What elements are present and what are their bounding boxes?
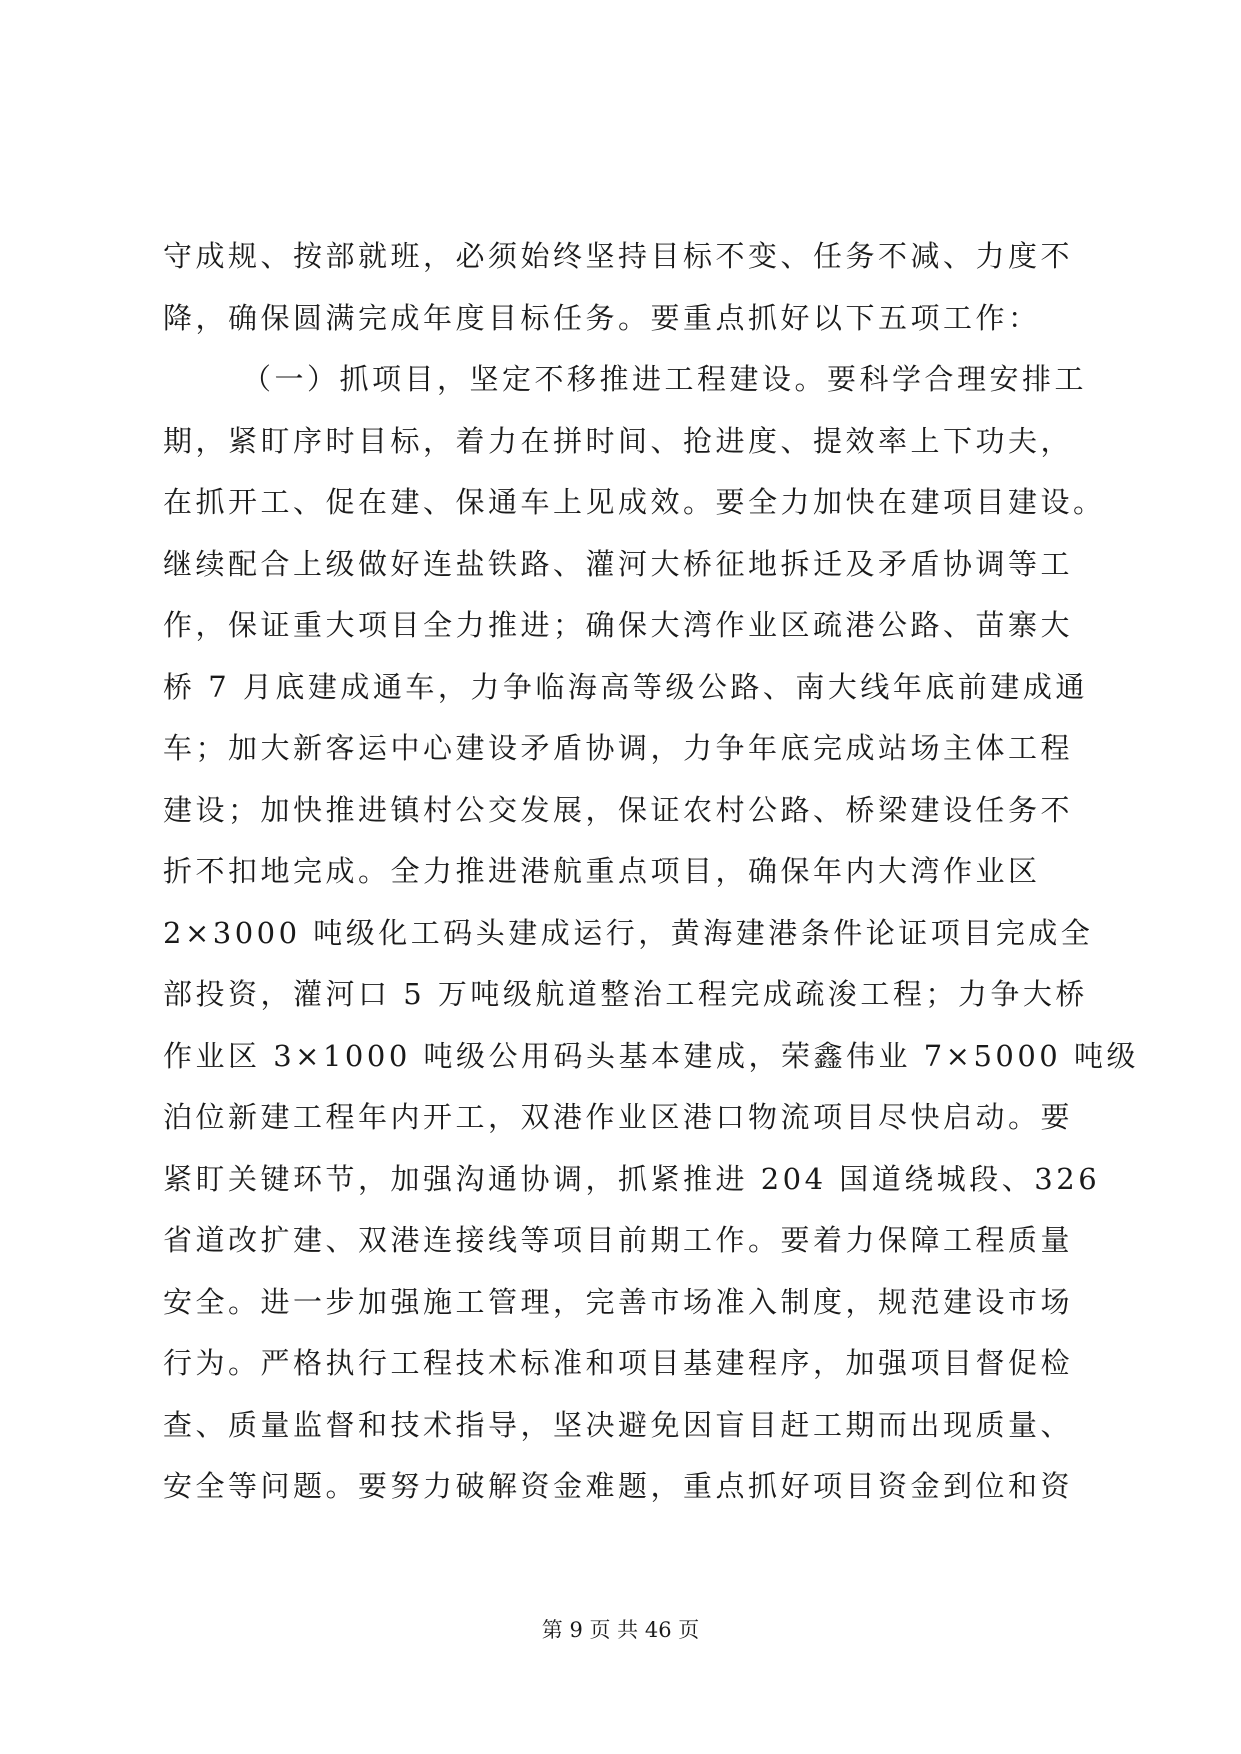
text-line: 安全。进一步加强施工管理，完善市场准入制度，规范建设市场	[163, 1284, 1074, 1319]
page-number: 第 9 页 共 46 页	[541, 1618, 700, 1642]
text-line: 继续配合上级做好连盐铁路、灌河大桥征地拆迁及矛盾协调等工	[163, 546, 1074, 581]
text-line: 部投资，灌河口 5 万吨级航道整治工程完成疏浚工程；力争大桥	[163, 977, 1088, 1011]
text-line: 泊位新建工程年内开工，双港作业区港口物流项目尽快启动。要	[163, 1100, 1074, 1134]
text-line: 省道改扩建、双港连接线等项目前期工作。要着力保障工程质量	[163, 1223, 1074, 1257]
text-line: 安全等问题。要努力破解资金难题，重点抓好项目资金到位和资	[163, 1469, 1074, 1503]
text-line: 紧盯关键环节，加强沟通协调，抓紧推进 204 国道绕城段、326	[163, 1161, 1101, 1196]
page-footer	[0, 1615, 1241, 1645]
text-line: 查、质量监督和技术指导，坚决避免因盲目赶工期而出现质量、	[163, 1407, 1074, 1442]
text-line: 在抓开工、促在建、保通车上见成效。要全力加快在建项目建设。	[163, 485, 1106, 519]
text-line: 折不扣地完成。全力推进港航重点项目，确保年内大湾作业区	[163, 854, 1041, 888]
text-line: 车；加大新客运中心建设矛盾协调，力争年底完成站场主体工程	[163, 731, 1074, 765]
text-line: 作业区 3×1000 吨级公用码头基本建成，荣鑫伟业 7×5000 吨级	[163, 1038, 1139, 1073]
text-line: 期，紧盯序时目标，着力在拼时间、抢进度、提效率上下功夫，	[163, 423, 1074, 458]
text-line: 建设；加快推进镇村公交发展，保证农村公路、桥梁建设任务不	[163, 792, 1074, 827]
text-line: 行为。严格执行工程技术标准和项目基建程序，加强项目督促检	[163, 1346, 1074, 1380]
text-line: 2×3000 吨级化工码头建成运行，黄海建港条件论证项目完成全	[163, 915, 1094, 950]
text-line: 降，确保圆满完成年度目标任务。要重点抓好以下五项工作：	[163, 300, 1041, 335]
body-text	[163, 226, 1139, 1518]
text-line: 桥 7 月底建成通车，力争临海高等级公路、南大线年底前建成通	[163, 669, 1088, 704]
text-line: 作，保证重大项目全力推进；确保大湾作业区疏港公路、苗寨大	[163, 608, 1074, 642]
text-line: 守成规、按部就班，必须始终坚持目标不变、任务不减、力度不	[163, 239, 1074, 273]
paragraph-heading-line: （一）抓项目，坚定不移推进工程建设。要科学合理安排工	[242, 362, 1088, 396]
